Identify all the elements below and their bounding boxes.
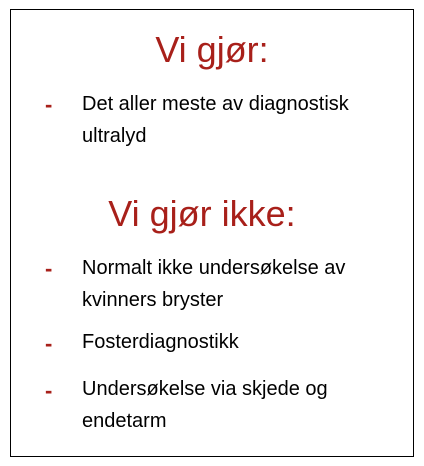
bullet-dash: - — [45, 331, 53, 356]
list-item-we-dont-2: Fosterdiagnostikk — [82, 331, 239, 353]
text-box — [10, 9, 414, 457]
heading-we-dont: Vi gjør ikke: — [108, 193, 296, 234]
bullet-dash: - — [45, 256, 53, 281]
list-item-we-do-1: Det aller meste av diagnostisk ultralyd — [82, 93, 349, 147]
heading-we-do: Vi gjør: — [155, 29, 269, 70]
bullet-dash: - — [45, 378, 53, 403]
bullet-dash: - — [45, 92, 53, 117]
list-item-we-dont-1: Normalt ikke undersøkelse av kvinners bryster — [82, 257, 346, 311]
list-item-we-dont-3: Undersøkelse via skjede og endetarm — [82, 378, 328, 432]
